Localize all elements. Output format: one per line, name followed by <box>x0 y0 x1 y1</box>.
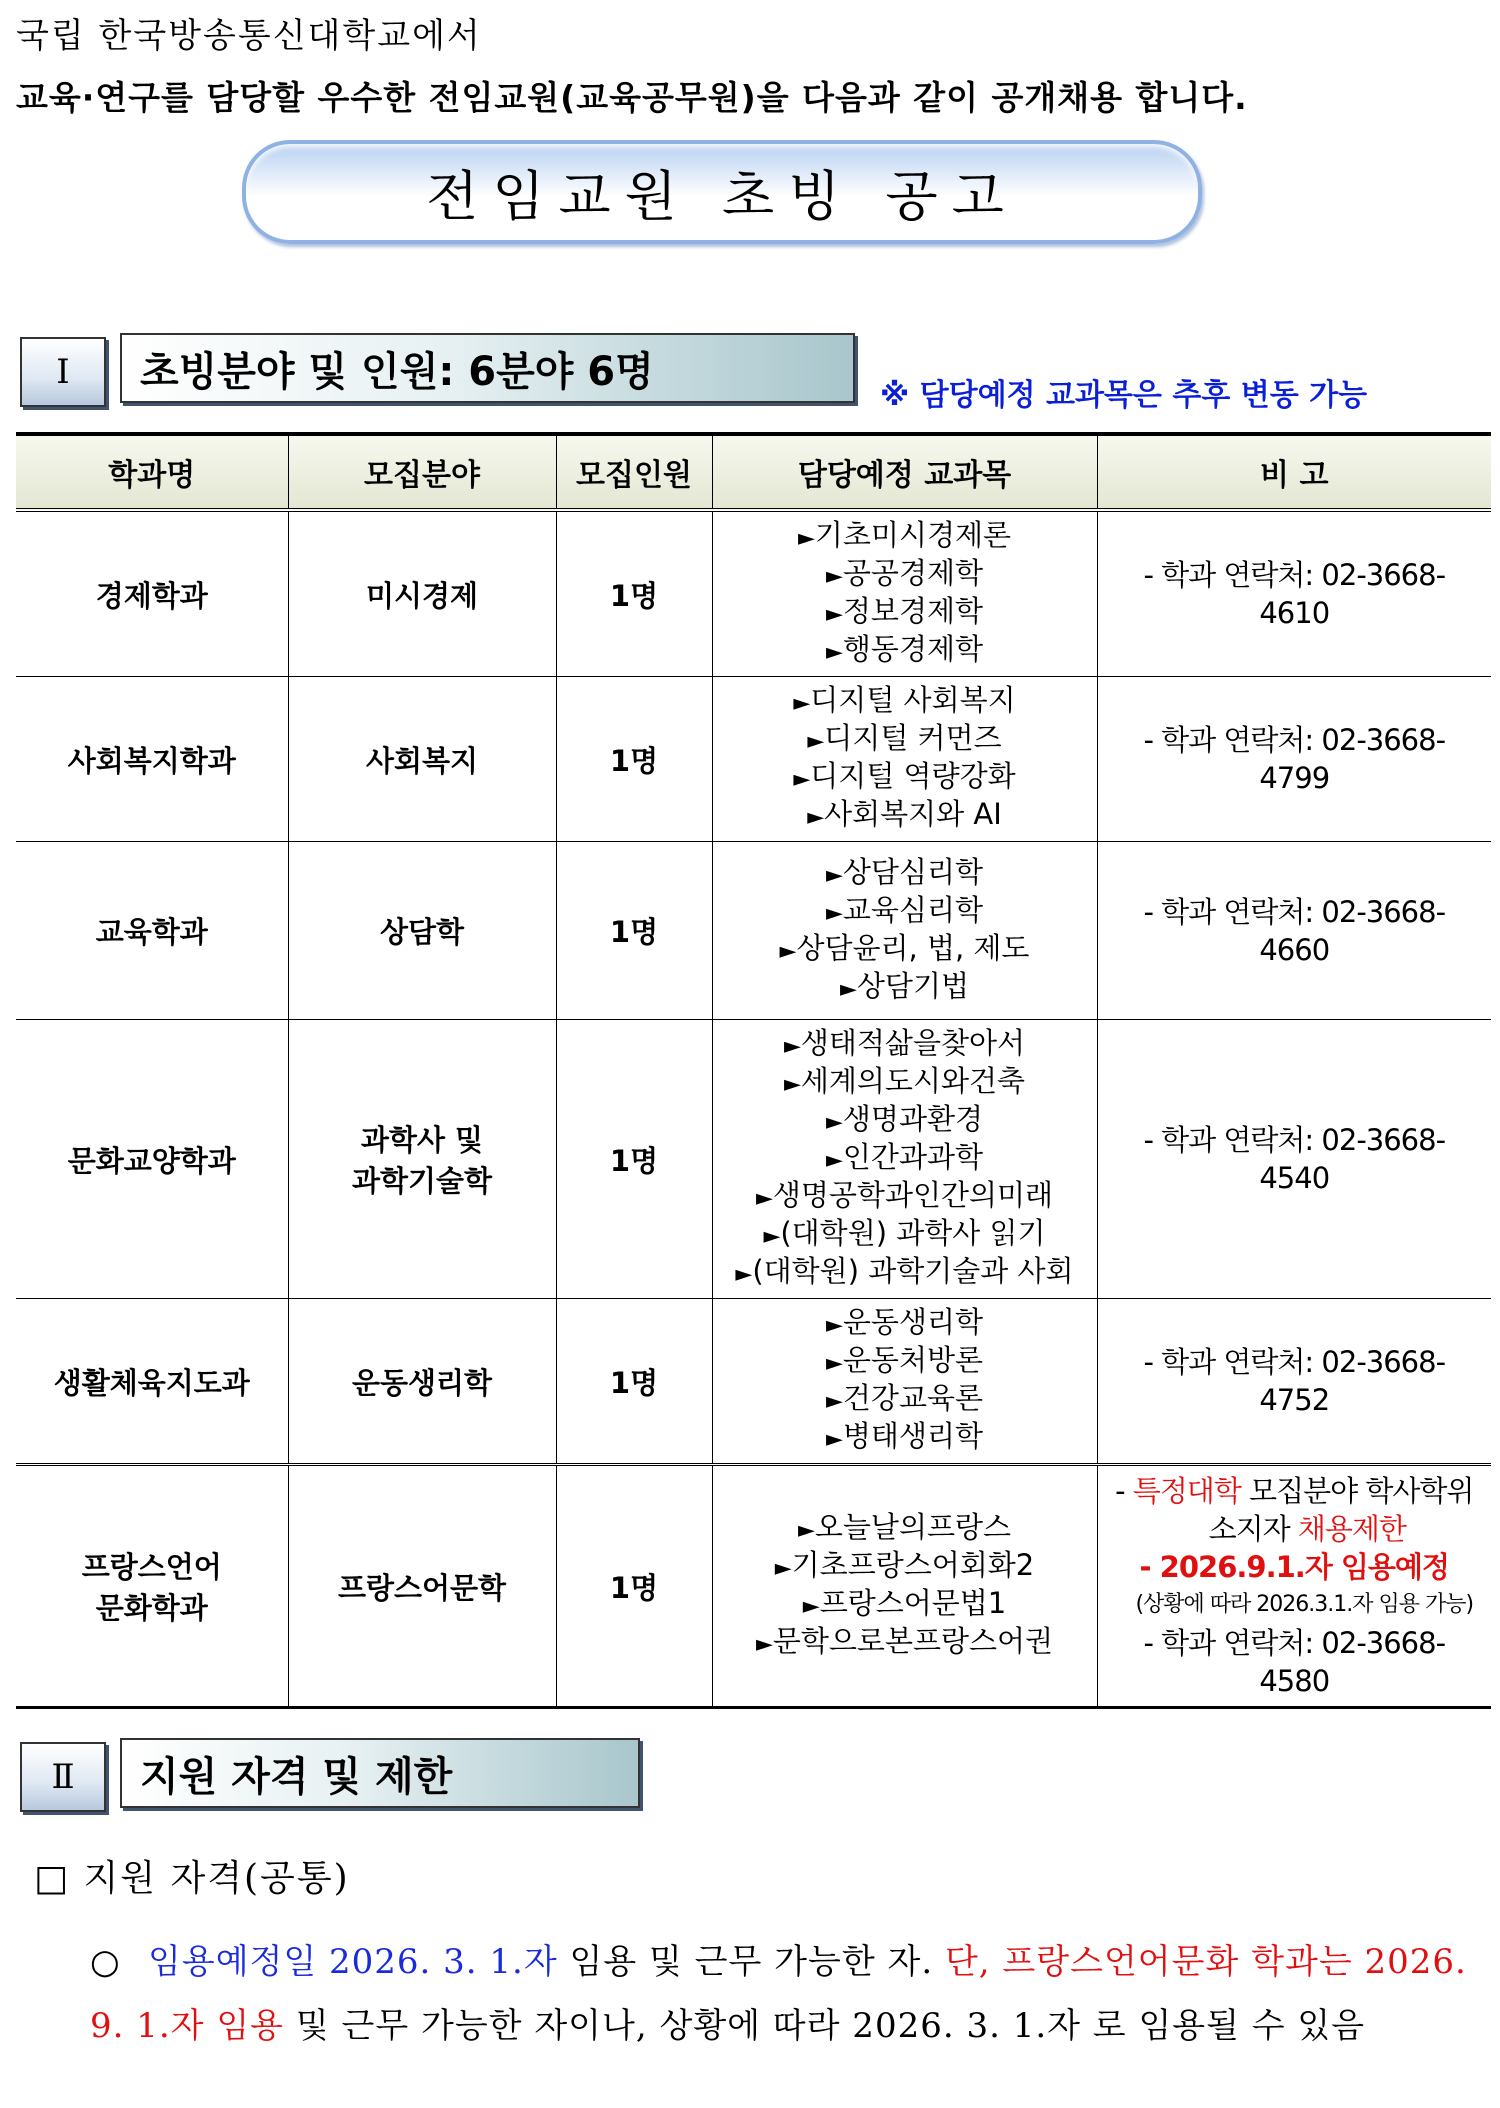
french-dept-exception: 단, 프랑스언어문화 학과는 2026. 9. 1.자 임용 <box>90 1942 1467 2046</box>
qualification-heading: □ 지원 자격(공통) <box>34 1858 350 1899</box>
arrow-right-icon: ► <box>763 1224 781 1249</box>
dept-name: 교육학과 <box>16 842 288 1020</box>
subject-text: 생명과환경 <box>842 1102 983 1136</box>
arrow-right-icon: ► <box>793 691 811 716</box>
subject-text: 상담심리학 <box>842 854 983 889</box>
page-title: 전임교원 초빙 공고 <box>426 164 1018 228</box>
subject-item <box>721 1026 1089 1064</box>
arrow-right-icon: ► <box>797 1518 815 1543</box>
recruit-count: 1명 <box>556 1299 712 1465</box>
subject-item <box>721 931 1089 969</box>
arrow-right-icon: ► <box>755 1632 773 1657</box>
subject-item <box>721 1343 1089 1381</box>
note-dash: - <box>1115 1474 1125 1508</box>
subject-text: 디지털 커먼즈 <box>824 721 1002 755</box>
subject-list <box>712 842 1097 1020</box>
intro-line-1: 국립 한국방송통신대학교에서 <box>16 16 482 56</box>
recruitment-table <box>16 432 1491 1709</box>
dept-name: 생활체육지도과 <box>16 1299 288 1465</box>
recruit-count: 1명 <box>556 1020 712 1299</box>
recruit-count: 1명 <box>556 510 712 677</box>
dept-contact: - 학과 연락처: 02-3668-4580 <box>1143 1626 1446 1698</box>
arrow-right-icon: ► <box>779 938 797 964</box>
recruit-field: 운동생리학 <box>288 1299 556 1465</box>
appointment-alt-note: (상황에 따라 2026.3.1.자 임용 가능) <box>1135 1592 1474 1617</box>
subject-text: 사회복지와 AI <box>824 797 1002 831</box>
recruit-field: 사회복지 <box>288 677 556 842</box>
header-subjects: 담당예정 교과목 <box>712 434 1097 510</box>
arrow-right-icon: ► <box>774 1556 792 1581</box>
restriction-note-cont <box>1112 1510 1478 1548</box>
arrow-right-icon: ► <box>797 526 815 551</box>
header-note: 비 고 <box>1097 434 1491 510</box>
header-count: 모집인원 <box>556 434 712 510</box>
subject-text: 세계의도시와건축 <box>800 1064 1026 1098</box>
table-header-row <box>16 434 1491 510</box>
restriction-text-1: 모집분야 학사학위 <box>1240 1474 1474 1508</box>
subject-item <box>721 1102 1089 1140</box>
table-row <box>16 1020 1491 1299</box>
table-row <box>16 510 1491 677</box>
section-2-title: 지원 자격 및 제한 <box>120 1738 640 1808</box>
subject-text: 공공경제학 <box>842 556 983 590</box>
arrow-right-icon: ► <box>783 1034 801 1059</box>
subject-item <box>721 797 1089 835</box>
arrow-right-icon: ► <box>826 1351 843 1376</box>
subject-text: 기초프랑스어회화2 <box>791 1548 1035 1582</box>
subject-text: 오늘날의프랑스 <box>814 1510 1012 1544</box>
title-banner <box>242 140 1202 244</box>
arrow-right-icon: ► <box>807 805 825 830</box>
recruit-field: 프랑스어문학 <box>288 1465 556 1708</box>
arrow-right-icon: ► <box>826 640 843 665</box>
subject-item <box>721 1381 1089 1419</box>
subject-item <box>721 1586 1089 1624</box>
subject-text: (대학원) 과학기술과 사회 <box>752 1254 1074 1288</box>
subject-text: 병태생리학 <box>842 1419 983 1453</box>
arrow-right-icon: ► <box>826 1313 843 1338</box>
subject-text: 문학으로본프랑스어권 <box>772 1624 1054 1658</box>
subject-text: 정보경제학 <box>842 594 983 628</box>
table-row <box>16 677 1491 842</box>
dept-name: 경제학과 <box>16 510 288 677</box>
subject-item <box>721 556 1089 594</box>
subject-list <box>712 510 1097 677</box>
dept-name-line-2: 문화학과 <box>95 1591 208 1625</box>
subject-item <box>721 594 1089 632</box>
subject-item <box>721 1510 1089 1548</box>
subject-list <box>712 677 1097 842</box>
subject-item <box>721 518 1089 556</box>
subject-text: 운동처방론 <box>842 1343 983 1377</box>
dept-contact: - 학과 연락처: 02-3668-4799 <box>1097 677 1491 842</box>
table-row <box>16 1299 1491 1465</box>
subject-item <box>721 1419 1089 1457</box>
qualification-item <box>90 1930 1470 2058</box>
subject-list <box>712 1020 1097 1299</box>
recruit-count: 1명 <box>556 677 712 842</box>
subject-text: 디지털 사회복지 <box>810 683 1016 717</box>
subject-text: 생명공학과인간의미래 <box>772 1178 1054 1212</box>
subject-item <box>721 683 1089 721</box>
header-dept: 학과명 <box>16 434 288 510</box>
subject-item <box>721 1624 1089 1662</box>
dept-contact: - 학과 연락처: 02-3668-4540 <box>1097 1020 1491 1299</box>
section-1-title: 초빙분야 및 인원: 6분야 6명 <box>120 333 855 403</box>
arrow-right-icon: ► <box>826 1427 843 1452</box>
subject-item <box>721 1548 1089 1586</box>
circle-bullet-icon: ○ <box>90 1942 121 1982</box>
hiring-restriction-text: 채용제한 <box>1297 1512 1406 1546</box>
recruit-count: 1명 <box>556 842 712 1020</box>
subject-text: 상담윤리, 법, 제도 <box>796 930 1030 965</box>
subject-text: 행동경제학 <box>842 632 983 666</box>
subject-item <box>721 1140 1089 1178</box>
recruit-field-line-2: 과학기술학 <box>351 1164 493 1198</box>
subject-change-note: ※ 담당예정 교과목은 추후 변동 가능 <box>880 378 1368 413</box>
qualification-text-2: 및 근무 가능한 자이나, 상황에 따라 2026. 3. 1.자 로 임용될 수 있음 <box>284 2006 1366 2046</box>
subject-item <box>721 1178 1089 1216</box>
arrow-right-icon: ► <box>783 1072 801 1097</box>
intro-line-2: 교육·연구를 담당할 우수한 전임교원(교육공무원)을 다음과 같이 공개채용 합니다. <box>16 78 1248 117</box>
dept-name-line-1: 프랑스언어 <box>81 1550 222 1584</box>
subject-item <box>721 721 1089 759</box>
restricted-university-text: 특정대학 <box>1132 1474 1241 1508</box>
subject-text: (대학원) 과학사 읽기 <box>780 1216 1046 1250</box>
appointment-date-blue: 임용예정일 2026. 3. 1.자 <box>148 1942 558 1982</box>
subject-text: 프랑스어문법1 <box>819 1586 1007 1620</box>
subject-text: 인간과과학 <box>842 1140 983 1174</box>
subject-list <box>712 1465 1097 1708</box>
section-1-header <box>20 333 860 403</box>
subject-item <box>721 759 1089 797</box>
section-2-header <box>20 1738 640 1808</box>
subject-item <box>721 1064 1089 1102</box>
table-row <box>16 1465 1491 1708</box>
recruit-field <box>288 1020 556 1299</box>
subject-item <box>721 1305 1089 1343</box>
appointment-date-note: - 2026.9.1.자 임용예정 <box>1139 1550 1449 1584</box>
dept-contact: - 학과 연락처: 02-3668-4610 <box>1097 510 1491 677</box>
section-2-numeral: Ⅱ <box>20 1742 106 1812</box>
table-row <box>16 842 1491 1020</box>
arrow-right-icon: ► <box>826 1110 843 1135</box>
subject-item <box>721 855 1089 893</box>
subject-item <box>721 1216 1089 1254</box>
dept-remarks <box>1097 1465 1491 1708</box>
section-1-numeral: Ⅰ <box>20 337 106 407</box>
recruit-field: 미시경제 <box>288 510 556 677</box>
dept-name: 사회복지학과 <box>16 677 288 842</box>
arrow-right-icon: ► <box>755 1186 773 1211</box>
arrow-right-icon: ► <box>826 1389 843 1414</box>
arrow-right-icon: ► <box>826 564 843 589</box>
recruit-field: 상담학 <box>288 842 556 1020</box>
subject-text: 건강교육론 <box>842 1381 983 1415</box>
subject-item <box>721 969 1089 1007</box>
recruit-count: 1명 <box>556 1465 712 1708</box>
subject-list <box>712 1299 1097 1465</box>
dept-contact: - 학과 연락처: 02-3668-4752 <box>1097 1299 1491 1465</box>
subject-text: 생태적삶을찾아서 <box>800 1026 1026 1060</box>
restriction-text-2: 소지자 <box>1208 1512 1298 1546</box>
header-field: 모집분야 <box>288 434 556 510</box>
recruit-field-line-1: 과학사 및 <box>360 1123 484 1157</box>
subject-text: 운동생리학 <box>842 1305 983 1339</box>
restriction-note <box>1112 1472 1478 1510</box>
arrow-right-icon: ► <box>826 900 843 926</box>
subject-item <box>721 893 1089 931</box>
arrow-right-icon: ► <box>826 862 843 888</box>
arrow-right-icon: ► <box>802 1594 820 1619</box>
arrow-right-icon: ► <box>840 976 857 1002</box>
arrow-right-icon: ► <box>826 1148 843 1173</box>
dept-name <box>16 1465 288 1708</box>
subject-text: 상담기법 <box>856 968 969 1003</box>
dept-contact: - 학과 연락처: 02-3668-4660 <box>1097 842 1491 1020</box>
dept-name: 문화교양학과 <box>16 1020 288 1299</box>
qualification-text-1: 임용 및 근무 가능한 자. <box>557 1942 945 1982</box>
arrow-right-icon: ► <box>826 602 843 627</box>
arrow-right-icon: ► <box>807 729 825 754</box>
subject-item <box>721 632 1089 670</box>
subject-text: 디지털 역량강화 <box>810 759 1016 793</box>
subject-text: 기초미시경제론 <box>814 518 1012 552</box>
arrow-right-icon: ► <box>735 1262 753 1287</box>
subject-item <box>721 1254 1089 1292</box>
subject-text: 교육심리학 <box>842 892 983 927</box>
arrow-right-icon: ► <box>793 767 811 792</box>
